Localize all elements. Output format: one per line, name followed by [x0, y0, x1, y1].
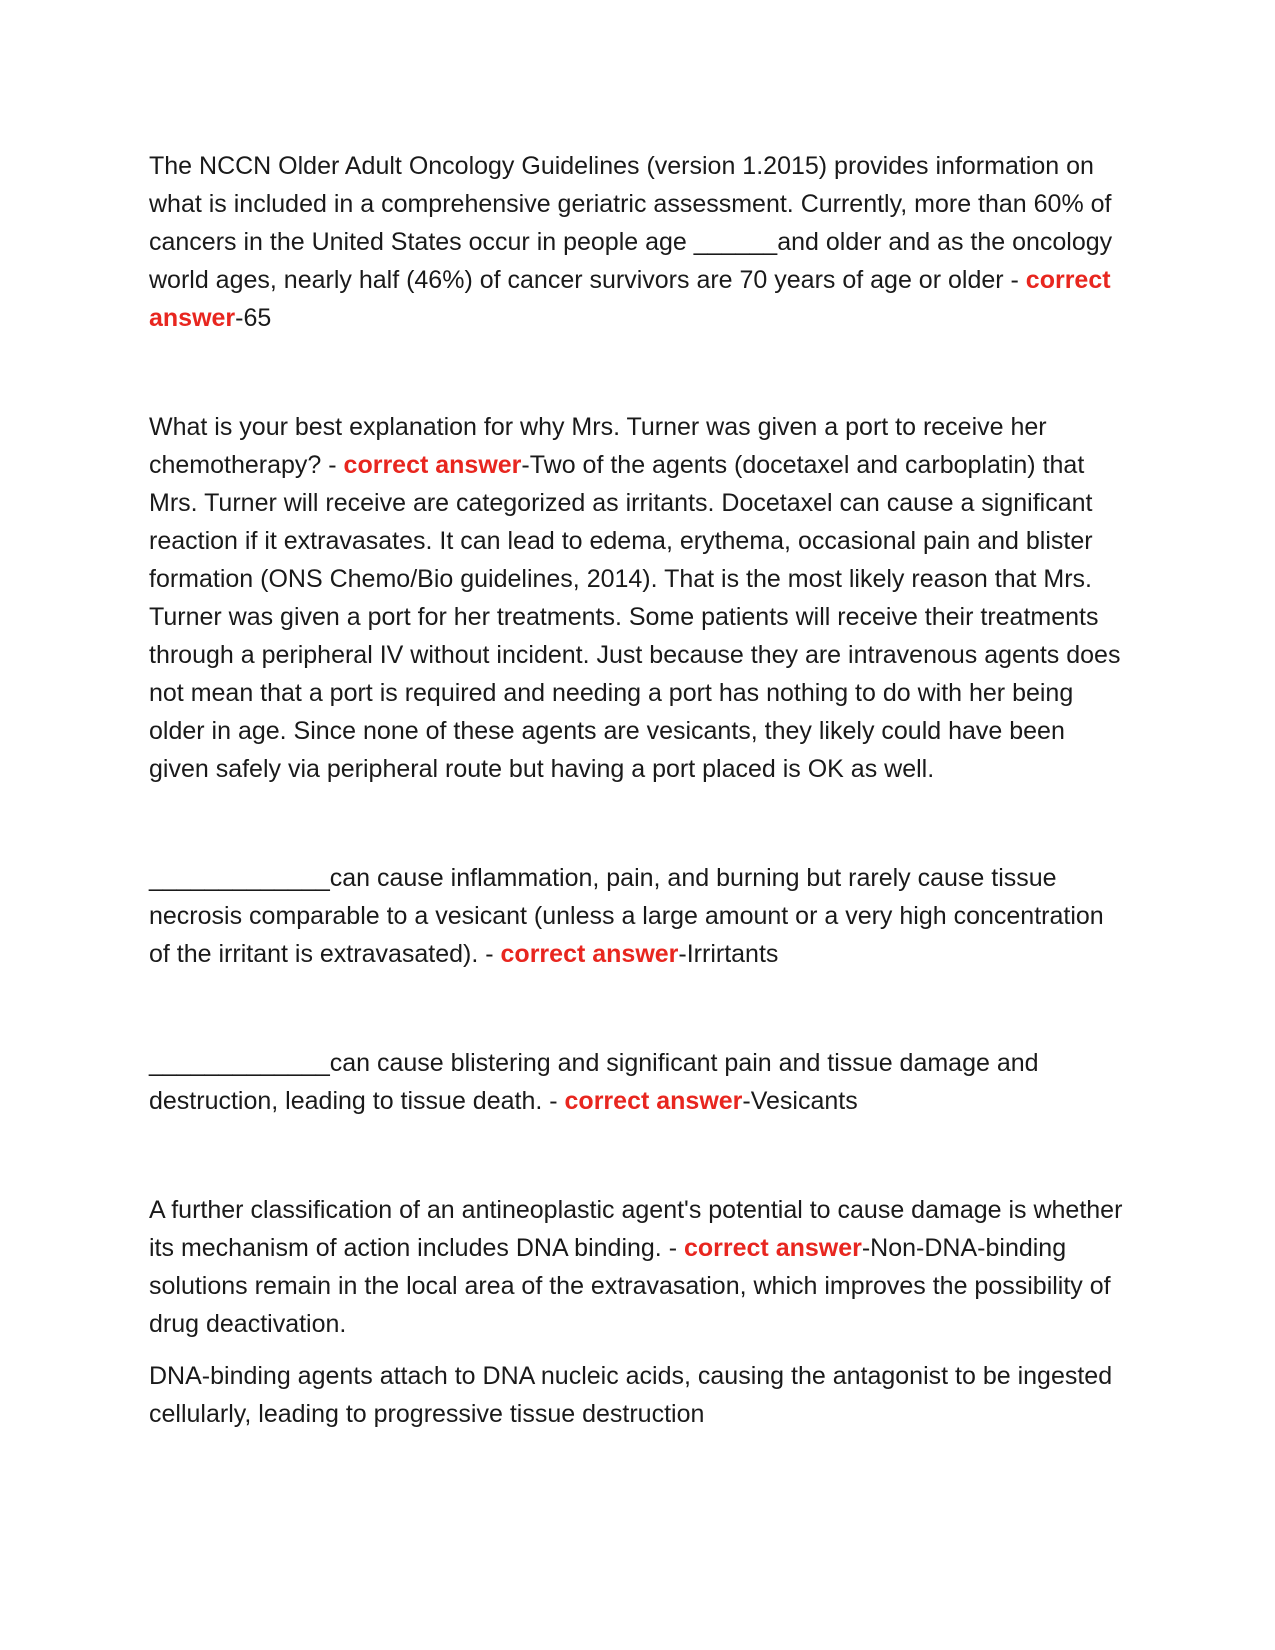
answer-label: correct answer: [343, 451, 522, 479]
spacer: [149, 973, 1124, 1044]
qa-item-4: [149, 1044, 1124, 1120]
spacer: [149, 1120, 1124, 1191]
qa-text: [149, 859, 1124, 973]
answer-continued: DNA-binding agents attach to DNA nucleic acids, causing the antagonist to be ingested cellularly, leading to progressive tissue destruction: [149, 1362, 1113, 1428]
spacer: [149, 1343, 1124, 1357]
question-text: The NCCN Older Adult Oncology Guidelines (version 1.2015) provides information on what is included in a comprehensive geriatric assessment. Currently, more than 60% of cancers in the United States occur in people age ______and older and as the oncology world ages, nearly half (46%) of cancer survivors are 70 years of age or older -: [149, 152, 1113, 294]
answer-text: -65: [235, 304, 272, 332]
question-text: _____________can cause inflammation, pain, and burning but rarely cause tissue necrosis comparable to a vesicant (unless a large amount or a very high concentration of the irritant is extravasated). -: [149, 864, 1104, 968]
qa-text: [149, 1044, 1124, 1120]
answer-text: -Two of the agents (docetaxel and carboplatin) that Mrs. Turner will receive are categorized as irritants. Docetaxel can cause a significant reaction if it extravasates. It can lead to edema, erythema, occasional pain and blister formation (ONS Chemo/Bio guidelines, 2014). That is the most likely reason that Mrs. Turner was given a port for her treatments. Some patients will receive their treatments through a peripheral IV without incident. Just because they are intravenous agents does not mean that a port is required and needing a port has nothing to do with her being older in age. Since none of these agents are vesicants, they likely could have been given safely via peripheral route but having a port placed is OK as well.: [149, 451, 1121, 783]
qa-item-1: [149, 147, 1124, 337]
qa-item-5: [149, 1191, 1124, 1433]
qa-item-2: [149, 408, 1124, 788]
document-body: [149, 147, 1124, 1433]
question-text: _____________can cause blistering and significant pain and tissue damage and destruction, leading to tissue death. -: [149, 1049, 1039, 1115]
question-text: A further classification of an antineoplastic agent's potential to cause damage is whether its mechanism of action includes DNA binding. -: [149, 1196, 1123, 1262]
answer-label: correct answer: [683, 1234, 862, 1262]
qa-text: [149, 408, 1124, 788]
answer-text: -Irrirtants: [678, 940, 779, 968]
answer-label: correct answer: [500, 940, 679, 968]
spacer: [149, 788, 1124, 859]
answer-text: -Non-DNA-binding solutions remain in the local area of the extravasation, which improves the possibility of drug deactivation.: [149, 1234, 1111, 1338]
answer-text: -Vesicants: [742, 1087, 858, 1115]
qa-text: [149, 147, 1124, 337]
spacer: [149, 337, 1124, 408]
qa-item-3: [149, 859, 1124, 973]
question-text: What is your best explanation for why Mrs. Turner was given a port to receive her chemotherapy? -: [149, 413, 1047, 479]
answer-label: correct answer: [564, 1087, 743, 1115]
qa-text: [149, 1191, 1124, 1343]
answer-label: correct answer: [149, 266, 1111, 332]
